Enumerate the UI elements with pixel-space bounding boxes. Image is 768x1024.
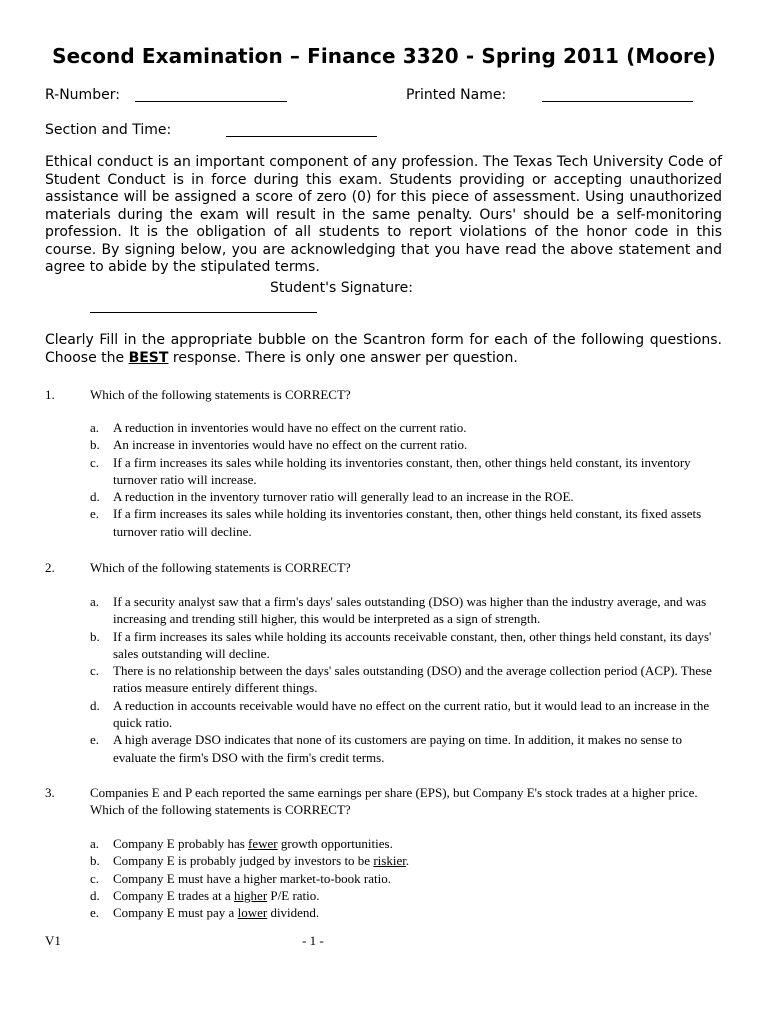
question-stem: Companies E and P each reported the same earnings per share (EPS), but Company E's stock trades at a higher price. Which of the following statements is CORRECT? — [90, 785, 698, 818]
option — [0, 593, 720, 628]
option-text: Company E trades at a — [113, 887, 234, 903]
option-text-end: growth opportunities. — [277, 836, 393, 851]
option-letter: c. — [90, 454, 100, 470]
option-text-end: P/E ratio. — [267, 887, 320, 903]
question-number: 1. — [45, 387, 55, 402]
option-text: If a firm increases its sales while holding its accounts receivable constant, then, other things held constant, its days' sales outstanding will decline. — [113, 628, 712, 661]
section-time-field[interactable] — [226, 136, 377, 137]
printed-name-label: Printed Name: — [406, 87, 507, 103]
option-letter: d. — [90, 887, 100, 903]
option-emphasis: riskier — [373, 853, 406, 869]
option — [0, 454, 720, 489]
option-text: If a security analyst saw that a firm's days' sales outstanding (DSO) was higher than the industry average, and was increasing and trending still higher, this would be interpreted as a sign of strength. — [113, 594, 707, 627]
option-emphasis: lower — [237, 905, 268, 921]
option — [0, 488, 720, 505]
exam-title: Second Examination – Finance 3320 - Spring 2011 (Moore) — [52, 44, 716, 68]
option-letter: a. — [90, 836, 100, 851]
version-label: V1 — [45, 933, 61, 948]
option-text: Company E must pay a — [113, 905, 238, 921]
option — [0, 852, 720, 869]
question-stem: Which of the following statements is CORRECT? — [90, 387, 351, 402]
option — [0, 662, 720, 697]
option — [0, 904, 720, 921]
option-text: An increase in inventories would have no effect on the current ratio. — [113, 437, 468, 453]
option-letter: b. — [90, 437, 100, 453]
instructions-text: Clearly Fill in the appropriate bubble on the Scantron form for each of the following questions. Choose the — [45, 332, 722, 366]
r-number-field[interactable] — [135, 101, 287, 102]
option-letter: a. — [90, 594, 100, 609]
question-number: 2. — [45, 560, 55, 575]
question-1-options — [0, 419, 768, 540]
signature-field[interactable] — [90, 312, 317, 313]
best-emphasis: BEST — [128, 350, 169, 366]
option — [0, 419, 720, 436]
question-2-options — [0, 593, 768, 766]
option-emphasis: fewer — [248, 836, 278, 851]
option-text: A reduction in inventories would have no effect on the current ratio. — [113, 420, 467, 435]
ethics-paragraph: Ethical conduct is an important component of any profession. The Texas Tech University Code of Student Conduct is in force during this exam. Students providing or accepting unauthorized assistance will be assigned a score of zero (0) for this piece of assessment. Using unauthorized materials during the exam will result in the same penalty. Ours' should be a self-monitoring profession. It is the obligation of all students to report violations of the honor code in this course. By signing below, you are acknowledging that you have read the above statement and agree to abide by the stipulated terms. — [45, 154, 722, 275]
option-text: Company E must have a higher market-to-book ratio. — [113, 870, 391, 886]
option — [0, 628, 720, 663]
option-text: Company E probably has — [113, 836, 249, 851]
option-letter: d. — [90, 697, 100, 713]
option — [0, 731, 720, 766]
option-text: A reduction in the inventory turnover ratio will generally lead to an increase in the ROE. — [113, 489, 574, 505]
page-number: - 1 - — [302, 933, 324, 948]
option-letter: b. — [90, 628, 100, 644]
option-letter: d. — [90, 489, 100, 505]
option-emphasis: higher — [233, 887, 268, 903]
option-text-end: dividend. — [267, 905, 320, 921]
signature-label: Student's Signature: — [270, 280, 413, 296]
option-letter: a. — [90, 420, 100, 435]
option-text: There is no relationship between the days' sales outstanding (DSO) and the average collection period (ACP). These ratios measure entirely different things. — [113, 663, 712, 696]
option — [0, 887, 720, 904]
option-text: If a firm increases its sales while holding its inventories constant, then, other things held constant, its fixed assets turnover ratio will decline. — [113, 506, 702, 539]
option-text: Company E is probably judged by investors to be — [113, 853, 374, 869]
option-letter: c. — [90, 663, 100, 679]
r-number-label: R-Number: — [45, 87, 120, 103]
section-time-label: Section and Time: — [45, 122, 172, 138]
instructions-text-end: response. There is only one answer per question. — [168, 350, 518, 366]
option — [0, 697, 720, 732]
printed-name-field[interactable] — [542, 101, 693, 102]
option — [0, 505, 720, 540]
option — [0, 835, 720, 852]
option-letter: e. — [90, 905, 100, 921]
option-text: If a firm increases its sales while holding its inventories constant, then, other things held constant, its inventory turnover ratio will increase. — [113, 454, 691, 487]
option — [0, 436, 720, 453]
option-text: A high average DSO indicates that none of its customers are paying on time. In addition, it makes no sense to evaluate the firm's DSO with the firm's credit terms. — [113, 732, 682, 765]
option-letter: b. — [90, 853, 100, 869]
option-text: A reduction in accounts receivable would have no effect on the current ratio, but it would lead to an increase in the quick ratio. — [113, 697, 710, 731]
instructions — [45, 331, 722, 367]
option — [0, 870, 720, 887]
option-letter: c. — [90, 870, 100, 886]
question-stem: Which of the following statements is CORRECT? — [90, 560, 351, 575]
question-number: 3. — [45, 785, 55, 800]
ethics-statement — [45, 154, 722, 277]
question-3-options — [0, 835, 768, 921]
option-text-end: . — [405, 853, 410, 869]
option-letter: e. — [90, 506, 100, 522]
option-letter: e. — [90, 732, 100, 748]
